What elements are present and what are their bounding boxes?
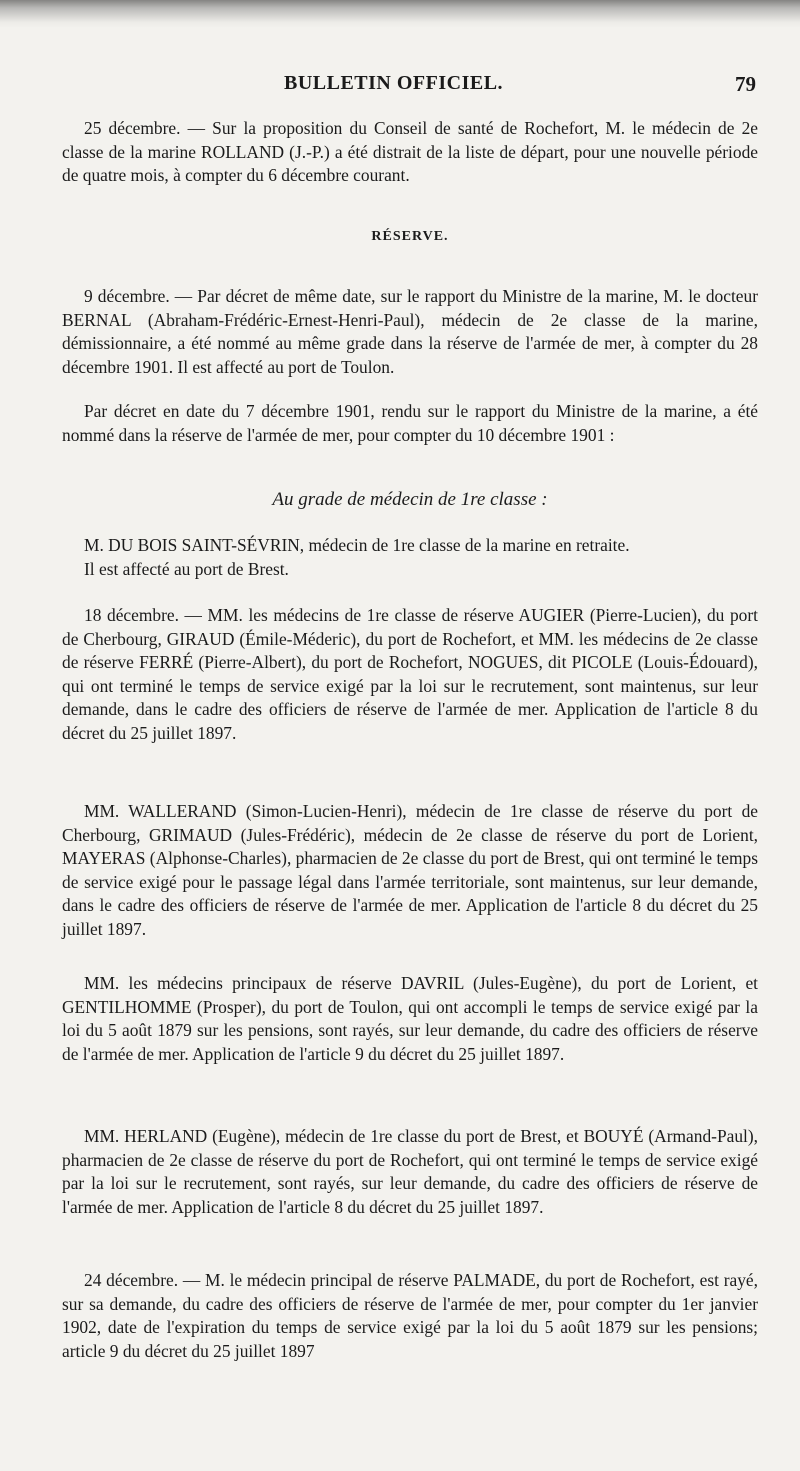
- paragraph-herland: MM. HERLAND (Eugène), médecin de 1re classe du port de Brest, et BOUYÉ (Armand-Paul), pharmacien de 2e classe de réserve du port de Rochefort, qui ont terminé le temps de service exigé par la loi sur le recrutement, sont rayés, sur leur demande, du cadre des officiers de réserve de l'armée de mer. Application de l'article 8 du décret du 25 juillet 1897.: [62, 1126, 758, 1217]
- page-header: [62, 72, 758, 106]
- paragraph-wallerand: MM. WALLERAND (Simon-Lucien-Henri), médecin de 1re classe de réserve du port de Cherbourg, GRIMAUD (Jules-Frédéric), médecin de 2e classe de réserve du port de Lorient, MAYERAS (Alphonse-Charles), pharmacien de 2e classe du port de Brest, qui ont terminé le temps de service exigé pour le passage légal dans l'armée territoriale, sont maintenus, sur leur demande, dans le cadre des officiers de réserve de l'armée de mer. Application de l'article 8 du décret du 25 juillet 1897.: [62, 801, 758, 939]
- scan-edge: [0, 0, 800, 28]
- running-title: BULLETIN OFFICIEL.: [284, 72, 504, 94]
- paragraph-davril: MM. les médecins principaux de réserve DAVRIL (Jules-Eugène), du port de Lorient, et GENTILHOMME (Prosper), du port de Toulon, qui ont accompli le temps de service exigé par la loi du 5 août 1879 sur les pensions, sont rayés, sur leur demande, du cadre des officiers de réserve de l'armée de mer. Application de l'article 9 du décret du 25 juillet 1897.: [62, 973, 758, 1064]
- paragraph-rolland: 25 décembre. — Sur la proposition du Conseil de santé de Rochefort, M. le médecin de 2e classe de la marine ROLLAND (J.-P.) a été distrait de la liste de départ, pour une nouvelle période de quatre mois, à compter du 6 décembre courant.: [62, 118, 758, 186]
- paragraph-18-decembre: 18 décembre. — MM. les médecins de 1re classe de réserve AUGIER (Pierre-Lucien), du port de Cherbourg, GIRAUD (Émile-Méderic), du port de Rochefort, et MM. les médecins de 2e classe de réserve FERRÉ (Pierre-Albert), du port de Rochefort, NOGUES, dit PICOLE (Louis-Édouard), qui ont terminé le temps de service exigé par la loi sur le recrutement, sont maintenus, sur leur demande, dans le cadre des officiers de réserve de l'armée de mer. Application de l'article 8 du décret du 25 juillet 1897.: [62, 605, 758, 743]
- page-number: 79: [735, 72, 756, 96]
- subheading-grade: Au grade de médecin de 1re classe :: [272, 489, 548, 510]
- section-title-reserve: RÉSERVE.: [371, 229, 449, 244]
- paragraph-decret-7-decembre: Par décret en date du 7 décembre 1901, rendu sur le rapport du Ministre de la marine, a été nommé dans la réserve de l'armée de mer, pour compter du 10 décembre 1901 :: [62, 401, 758, 445]
- paragraph-du-bois: M. DU BOIS SAINT-SÉVRIN, médecin de 1re classe de la marine en retraite. Il est affecté au port de Brest.: [84, 535, 630, 579]
- paragraph-bernal: 9 décembre. — Par décret de même date, sur le rapport du Ministre de la marine, M. le docteur BERNAL (Abraham-Frédéric-Ernest-Henri-Paul), médecin de 2e classe de la marine, démissionnaire, a été nommé au même grade dans la réserve de l'armée de mer, à compter du 28 décembre 1901. Il est affecté au port de Toulon.: [62, 286, 758, 377]
- paragraph-24-decembre: 24 décembre. — M. le médecin principal de réserve PALMADE, du port de Rochefort, est rayé, sur sa demande, du cadre des officiers de réserve de l'armée de mer, pour compter du 1er janvier 1902, date de l'expiration du temps de service exigé par la loi du 5 août 1879 sur les pensions; article 9 du décret du 25 juillet 1897: [62, 1270, 758, 1361]
